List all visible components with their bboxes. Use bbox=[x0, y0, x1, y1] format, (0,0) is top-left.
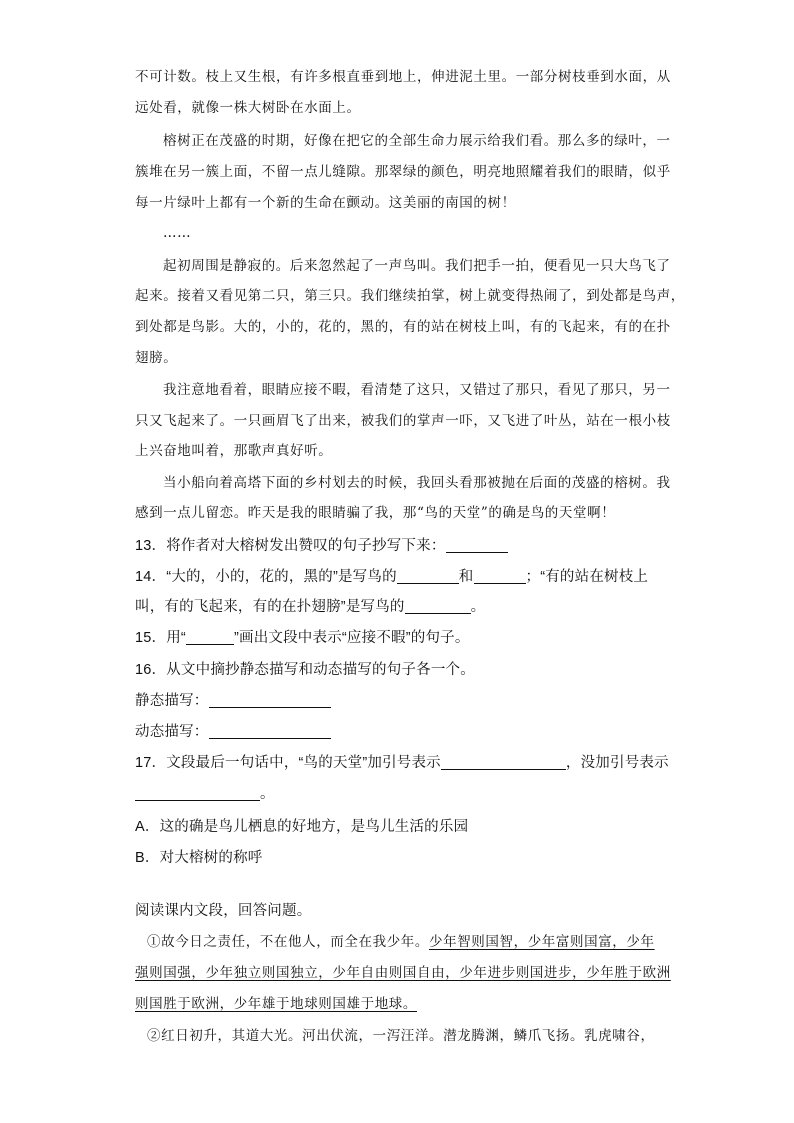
passage-line: 只又飞起来了。一只画眉飞了出来，被我们的掌声一吓，又飞进了叶丛，站在一根小枝 bbox=[135, 413, 671, 429]
question-14-text: 叫，有的飞起来，有的在扑翅膀”是写鸟的 bbox=[135, 599, 405, 615]
underline-sample bbox=[186, 629, 234, 645]
answer-blank[interactable] bbox=[209, 723, 331, 739]
passage2-line bbox=[135, 994, 417, 1014]
question-14-text: 14．“大的，小的，花的，黑的”是写鸟的 bbox=[135, 569, 397, 585]
question-17-text: 17．文段最后一句话中，“鸟的天堂”加引号表示 bbox=[135, 755, 441, 771]
section-intro: 阅读课内文段，回答问题。 bbox=[135, 903, 312, 919]
passage2-line bbox=[147, 932, 655, 952]
static-description-row bbox=[135, 691, 331, 711]
ellipsis: …… bbox=[163, 225, 192, 241]
answer-blank[interactable] bbox=[135, 785, 260, 801]
passage-line: 上兴奋地叫着，那歌声真好听。 bbox=[135, 443, 333, 459]
passage-line: 感到一点儿留恋。昨天是我的眼睛骗了我，那“鸟的天堂”的确是鸟的天堂啊！ bbox=[135, 505, 616, 521]
static-description-label: 静态描写： bbox=[135, 693, 209, 709]
passage-line: 不可计数。枝上又生根，有许多根直垂到地上，伸进泥土里。一部分树枝垂到水面，从 bbox=[135, 69, 671, 85]
answer-blank[interactable] bbox=[209, 692, 331, 708]
question-14-cont bbox=[135, 597, 485, 617]
question-15-text: 15．用“ bbox=[135, 630, 186, 646]
passage-line: 远处看，就像一株大树卧在水面上。 bbox=[135, 100, 361, 116]
passage-line: 每一片绿叶上都有一个新的生命在颤动。这美丽的南国的树！ bbox=[135, 195, 516, 211]
question-17 bbox=[135, 753, 669, 773]
question-17-text: ，没加引号表示 bbox=[565, 755, 669, 771]
dynamic-description-label: 动态描写： bbox=[135, 724, 209, 740]
question-17-text: 。 bbox=[260, 786, 275, 802]
answer-blank[interactable] bbox=[405, 598, 471, 614]
passage2-text: ①故今日之责任，不在他人，而全在我少年。 bbox=[147, 934, 429, 950]
question-14-text: ；“有的站在树枝上 bbox=[525, 569, 649, 585]
question-14-text: 。 bbox=[470, 599, 486, 615]
answer-blank[interactable] bbox=[474, 568, 526, 584]
option-b: B．对大榕树的称呼 bbox=[135, 850, 263, 866]
question-17-cont bbox=[135, 784, 275, 804]
answer-blank[interactable] bbox=[397, 568, 459, 584]
question-15-text: ”画出文段中表示“应接不暇”的句子。 bbox=[233, 630, 470, 646]
question-13 bbox=[135, 536, 508, 556]
question-16: 16．从文中摘抄静态描写和动态描写的句子各一个。 bbox=[135, 662, 475, 678]
passage2-line bbox=[135, 963, 671, 983]
question-14-text: 和 bbox=[458, 569, 474, 585]
answer-blank[interactable] bbox=[446, 537, 508, 553]
passage-line: 榕树正在茂盛的时期，好像在把它的全部生命力展示给我们看。那么多的绿叶，一 bbox=[163, 133, 671, 149]
answer-blank[interactable] bbox=[441, 754, 566, 770]
passage2-line: ②红日初升，其道大光。河出伏流，一泻汪洋。潜龙腾渊，鳞爪飞扬。乳虎啸谷， bbox=[147, 1028, 655, 1044]
passage-line: 翅膀。 bbox=[135, 350, 178, 366]
question-13-text: 13．将作者对大榕树发出赞叹的句子抄写下来： bbox=[135, 538, 446, 554]
passage-line: 当小船向着高塔下面的乡村划去的时候，我回头看那被抛在后面的茂盛的榕树。我 bbox=[163, 475, 671, 491]
passage-line: 簇堆在另一簇上面，不留一点儿缝隙。那翠绿的颜色，明亮地照耀着我们的眼睛，似乎 bbox=[135, 164, 671, 180]
passage-line: 起来。接着又看见第二只，第三只。我们继续拍掌，树上就变得热闹了，到处都是鸟声， bbox=[135, 288, 685, 304]
question-14 bbox=[135, 567, 648, 587]
passage-line: 到处都是鸟影。大的，小的，花的，黑的，有的站在树枝上叫，有的飞起来，有的在扑 bbox=[135, 319, 671, 335]
underlined-sentence: 则国胜于欧洲，少年雄于地球则国雄于地球。 bbox=[135, 996, 417, 1012]
underlined-sentence: 少年智则国智，少年富则国富，少年 bbox=[429, 934, 655, 950]
underlined-sentence: 强则国强，少年独立则国独立，少年自由则国自由，少年进步则国进步，少年胜于欧洲 bbox=[135, 965, 671, 981]
dynamic-description-row bbox=[135, 722, 331, 742]
question-15 bbox=[135, 628, 470, 648]
option-a: A．这的确是鸟儿栖息的好地方，是鸟儿生活的乐园 bbox=[135, 819, 469, 835]
passage-line: 我注意地看着，眼睛应接不暇，看清楚了这只，又错过了那只，看见了那只，另一 bbox=[163, 382, 671, 398]
passage-line: 起初周围是静寂的。后来忽然起了一声鸟叫。我们把手一拍，便看见一只大鸟飞了 bbox=[163, 258, 671, 274]
